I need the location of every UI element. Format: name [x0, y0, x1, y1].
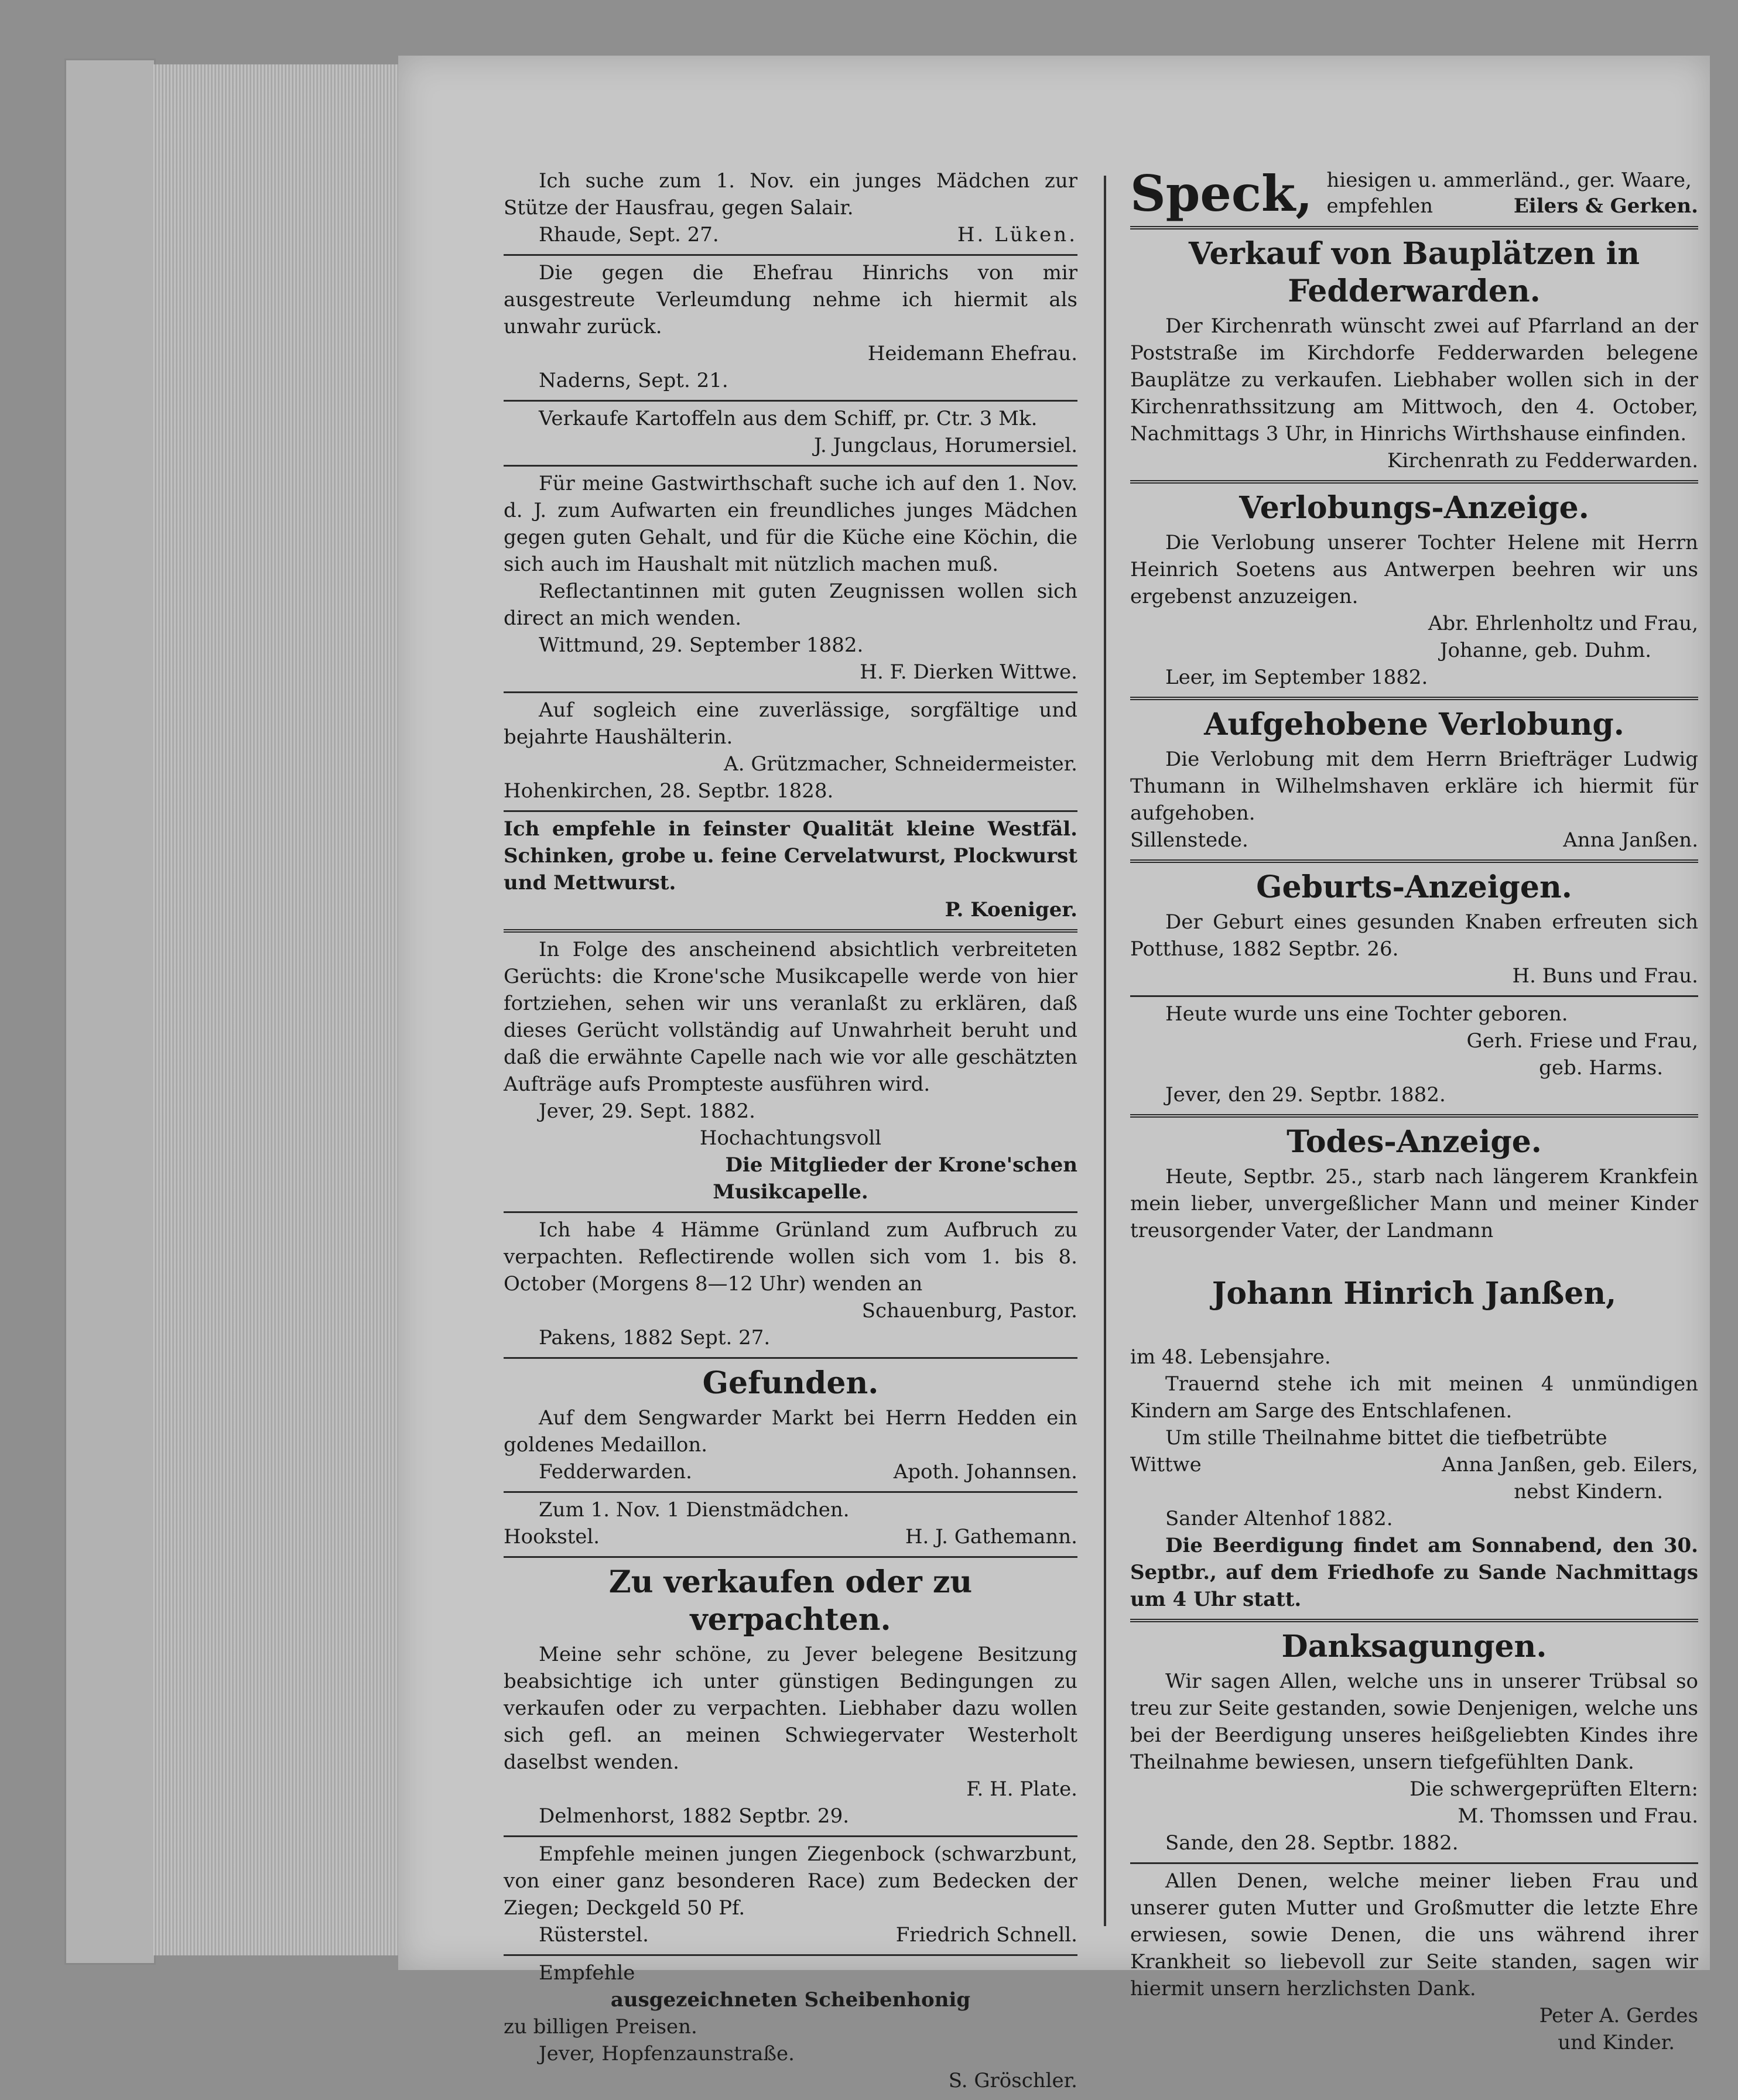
ad-place: Jever, 29. Sept. 1882. [539, 1099, 755, 1123]
ad-name-1: Die Mitglieder der Krone'schen [725, 1153, 1077, 1177]
ad-text-4: Die Beerdigung findet am Sonnabend, den 30. Septbr., auf dem Friedhofe zu Sande Nachmittags um 4 Uhr statt. [1130, 1534, 1698, 1611]
ad-text: In Folge des anscheinend absichtlich verbreiteten Gerüchts: die Krone'sche Musikcapelle werde von hier fortziehen, sehen wir uns veranlaßt zu erklären, daß dieses Gerücht vollständig auf Unwahrheit beruht und daß die erwähnte Capelle nach wie vor alle geschätzten Aufträge aufs Promptestе ausführen wird. [504, 938, 1077, 1096]
ad-place: Sander Altenhof 1882. [1165, 1507, 1393, 1530]
ad-place: Hohenkirchen, 28. Septbr. 1828. [504, 779, 834, 803]
ad-place: Naderns, Sept. 21. [539, 369, 728, 392]
ad-inn-staff [504, 467, 1077, 693]
ad-text: Die Verlobung unserer Tochter Helene mit Herrn Heinrich Soetens aus Antwerpen beehren wir uns ergebenst anzuzeigen. [1130, 531, 1698, 608]
ad-place: Wittmund, 29. September 1882. [539, 633, 864, 657]
ad-heading: Zu verkaufen oder zu verpachten. [608, 1564, 973, 1637]
ad-text: Die Verlobung mit dem Herrn Briefträger Ludwig Thumann in Wilhelmshaven erkläre ich hiermit für aufgehoben. [1130, 748, 1698, 825]
ad-line-4: Jever, Hopfenzaunstraße. [539, 2042, 795, 2065]
ad-heading: Aufgehobene Verlobung. [1204, 707, 1624, 742]
ad-name: P. Koeniger. [945, 898, 1077, 921]
ad-text: Auf sogleich eine zuverlässige, sorgfältige und bejahrte Haushälterin. [504, 698, 1077, 749]
ad-signature: Fedderwarden. Apoth. Johannsen. [539, 1460, 1077, 1484]
ad-thanks-2 [1130, 1864, 1698, 2062]
ad-heading: Gefunden. [702, 1365, 879, 1401]
ad-name: Heidemann Ehefrau. [867, 342, 1077, 365]
ad-name: F. H. Plate. [966, 1777, 1077, 1801]
ad-name: S. Gröschler. [948, 2069, 1077, 2092]
ad-name-2: Johanne, geb. Duhm. [1439, 639, 1651, 662]
ad-text: Der Geburt eines gesunden Knaben erfreuten sich Potthuse, 1882 Septbr. 26. [1130, 910, 1698, 961]
ad-goat [504, 1837, 1077, 1956]
ad-thanks-1 [1130, 1622, 1698, 1864]
ad-heading: Verlobungs-Anzeige. [1239, 490, 1589, 526]
ad-text-2: Trauernd stehe ich mit meinen 4 unmündigen Kindern am Sarge des Entschlafenen. [1130, 1372, 1698, 1423]
ad-signature: Hookstel. H. J. Gathemann. [504, 1525, 1077, 1549]
ad-name: J. Jungclaus, Horumersiel. [814, 434, 1077, 457]
ad-death [1130, 1118, 1698, 1622]
ad-signature: Rhaude, Sept. 27. H. Lüken. [539, 223, 1077, 246]
ad-text: Auf dem Sengwarder Markt bei Herrn Hedden ein goldenes Medaillon. [504, 1406, 1077, 1457]
ad-heading: Todes-Anzeige. [1287, 1124, 1542, 1160]
ad-text: Heute, Septbr. 25., starb nach längerem Krankfein mein lieber, unvergeßlicher Mann und meiner Kinder treusorgender Vater, der Landmann [1130, 1165, 1698, 1242]
ad-potatoes [504, 402, 1077, 467]
ad-sign: Die schwergeprüften Eltern: [1409, 1777, 1698, 1801]
ad-sausages [504, 812, 1077, 933]
ad-text: Meine sehr schöne, zu Jever belegene Besitzung beabsichtige ich unter günstigen Bedingungen zu verkaufen oder zu verpachten. Liebhaber dazu wollen sich gefl. an meinen Schwiegervater Westerholt daselbst wenden. [504, 1643, 1077, 1774]
ad-place: Pakens, 1882 Sept. 27. [539, 1326, 771, 1349]
ad-text: Die gegen die Ehefrau Hinrichs von mir ausgestreute Verleumdung nehme ich hiermit als unwahr zurück. [504, 261, 1077, 338]
speck-word: Speck, [1130, 165, 1313, 222]
ad-heading: Verkauf von Bauplätzen in Fedderwarden. [1188, 236, 1640, 309]
ad-heading: Danksagungen. [1281, 1629, 1547, 1664]
ad-greeting: Hochachtungsvoll [699, 1126, 882, 1150]
ad-place: Sande, den 28. Septbr. 1882. [1165, 1831, 1459, 1855]
right-column [1130, 164, 1698, 2062]
ad-age: im 48. Lebensjahre. [1130, 1345, 1331, 1369]
ad-name: Schauenburg, Pastor. [861, 1299, 1077, 1323]
page-stack [152, 64, 398, 1955]
ad-name: H. F. Dierken Wittwe. [860, 660, 1077, 684]
ad-text: Heute wurde uns eine Tochter geboren. [1165, 1002, 1568, 1026]
ad-text: Allen Denen, welche meiner lieben Frau und unserer guten Mutter und Großmutter die letzte Ehre erwiesen, sowie Denen, die uns während ihrer Krankheit so liebevoll zur Seite standen, sagen wir hiermit unsern herzlichsten Dank. [1130, 1869, 1698, 2000]
ad-name-2: und Kinder. [1558, 2031, 1675, 2054]
ad-name-2: geb. Harms. [1539, 1056, 1663, 1080]
ad-text: Ich habe 4 Hämme Grünland zum Aufbruch zu verpachten. Reflectirende wollen sich vom 1. bis 8. October (Morgens 8—12 Uhr) wenden an [504, 1218, 1077, 1296]
ad-name-1: Abr. Ehrlenholtz und Frau, [1428, 612, 1698, 635]
ad-name: H. Buns und Frau. [1512, 964, 1698, 988]
ad-text: Der Kirchenrath wünscht zwei auf Pfarrland an der Poststraße im Kirchdorfe Fedderwarden belegene Bauplätze zu verkaufen. Liebhaber wollen sich in der Kirchenrathssitzung am Mittwoch, den 4. October, Nachmittags 3 Uhr, in Hinrichs Wirthshause einfinden. [1130, 314, 1698, 446]
ad-signature: Rüsterstel. Friedrich Schnell. [539, 1923, 1077, 1947]
ad-found [504, 1359, 1077, 1493]
ad-line-3: zu billigen Preisen. [504, 2015, 697, 2039]
left-column [504, 164, 1077, 2100]
ad-grassland [504, 1213, 1077, 1359]
speck-line-2a: empfehlen [1326, 194, 1433, 218]
ad-maid-rhaude [504, 164, 1077, 256]
ad-line-1: Empfehle [539, 1961, 635, 1985]
ad-signature: Sillenstede. Anna Janßen. [1130, 828, 1698, 852]
speck-line-2b: Eilers & Gerken. [1513, 194, 1698, 218]
ad-deceased-name: Johann Hinrich Janßen, [1212, 1276, 1617, 1311]
ad-birth-2 [1130, 997, 1698, 1118]
ad-honey [504, 1956, 1077, 2100]
ad-birth-1 [1130, 863, 1698, 997]
ad-retraction [504, 256, 1077, 402]
ad-text: Empfehle meinen jungen Ziegenbock (schwarzbunt, von einer ganz besonderen Race) zum Bedecken der Ziegen; Deckgeld 50 Pf. [504, 1842, 1077, 1920]
ad-music-band [504, 933, 1077, 1213]
ad-building-plots [1130, 229, 1698, 484]
ad-cancelled-engagement [1130, 700, 1698, 863]
book-cover-edge [64, 59, 156, 1965]
ad-engagement [1130, 484, 1698, 700]
ad-text: Für meine Gastwirthschaft suche ich auf den 1. Nov. d. J. zum Aufwarten ein freundliches junges Mädchen gegen guten Gehalt, und für die Küche eine Köchin, die sich auch im Haushalt mit nützlich machen muß. [504, 472, 1077, 576]
ad-property [504, 1558, 1077, 1837]
ad-name: A. Grützmacher, Schneidermeister. [724, 752, 1077, 776]
ad-speck [1130, 164, 1698, 229]
ad-place: Jever, den 29. Septbr. 1882. [1165, 1083, 1446, 1106]
ad-heading: Geburts-Anzeigen. [1256, 869, 1572, 905]
ad-name-2: nebst Kindern. [1514, 1480, 1663, 1503]
ad-text-3: Um stille Theilnahme bittet die tiefbetrübte [1165, 1426, 1607, 1450]
ad-signature: Wittwe Anna Janßen, geb. Eilers, [1130, 1453, 1698, 1476]
speck-line-1: hiesigen u. ammerländ., ger. Waare, [1326, 169, 1692, 192]
ad-place: Delmenhorst, 1882 Septbr. 29. [539, 1804, 850, 1828]
ad-name-2: Musikcapelle. [713, 1180, 868, 1204]
ad-line-2: ausgezeichneten Scheibenhonig [610, 1988, 971, 2012]
ad-text: Zum 1. Nov. 1 Dienstmädchen. [539, 1498, 850, 1522]
ad-place: Leer, im September 1882. [1165, 666, 1428, 689]
ad-text: Verkaufe Kartoffeln aus dem Schiff, pr. Ctr. 3 Mk. [539, 407, 1038, 430]
ad-servant [504, 1493, 1077, 1558]
column-divider [1104, 176, 1106, 1926]
ad-text: Ich suche zum 1. Nov. ein junges Mädchen zur Stütze der Hausfrau, gegen Salair. [504, 169, 1077, 220]
ad-text: Ich empfehle in feinster Qualität kleine Westfäl. Schinken, grobe u. feine Cervelatwurst, Plockwurst und Mettwurst. [504, 817, 1077, 895]
ad-text: Wir sagen Allen, welche uns in unserer Trübsal so treu zur Seite gestanden, sowie Denjenigen, welche uns bei der Beerdigung unseres heißgeliebten Kindes ihre Theilnahme bewiesen, unsern tiefgefühlten Dank. [1130, 1670, 1698, 1774]
ad-text-2: Reflectantinnen mit guten Zeugnissen wollen sich direct an mich wenden. [504, 580, 1077, 630]
ad-name-1: Peter A. Gerdes [1539, 2004, 1698, 2027]
ad-housekeeper [504, 693, 1077, 812]
ad-name: Kirchenrath zu Fedderwarden. [1387, 449, 1698, 472]
ad-name: M. Thomssen und Frau. [1458, 1804, 1698, 1828]
ad-name-1: Gerh. Friese und Frau, [1466, 1029, 1698, 1053]
